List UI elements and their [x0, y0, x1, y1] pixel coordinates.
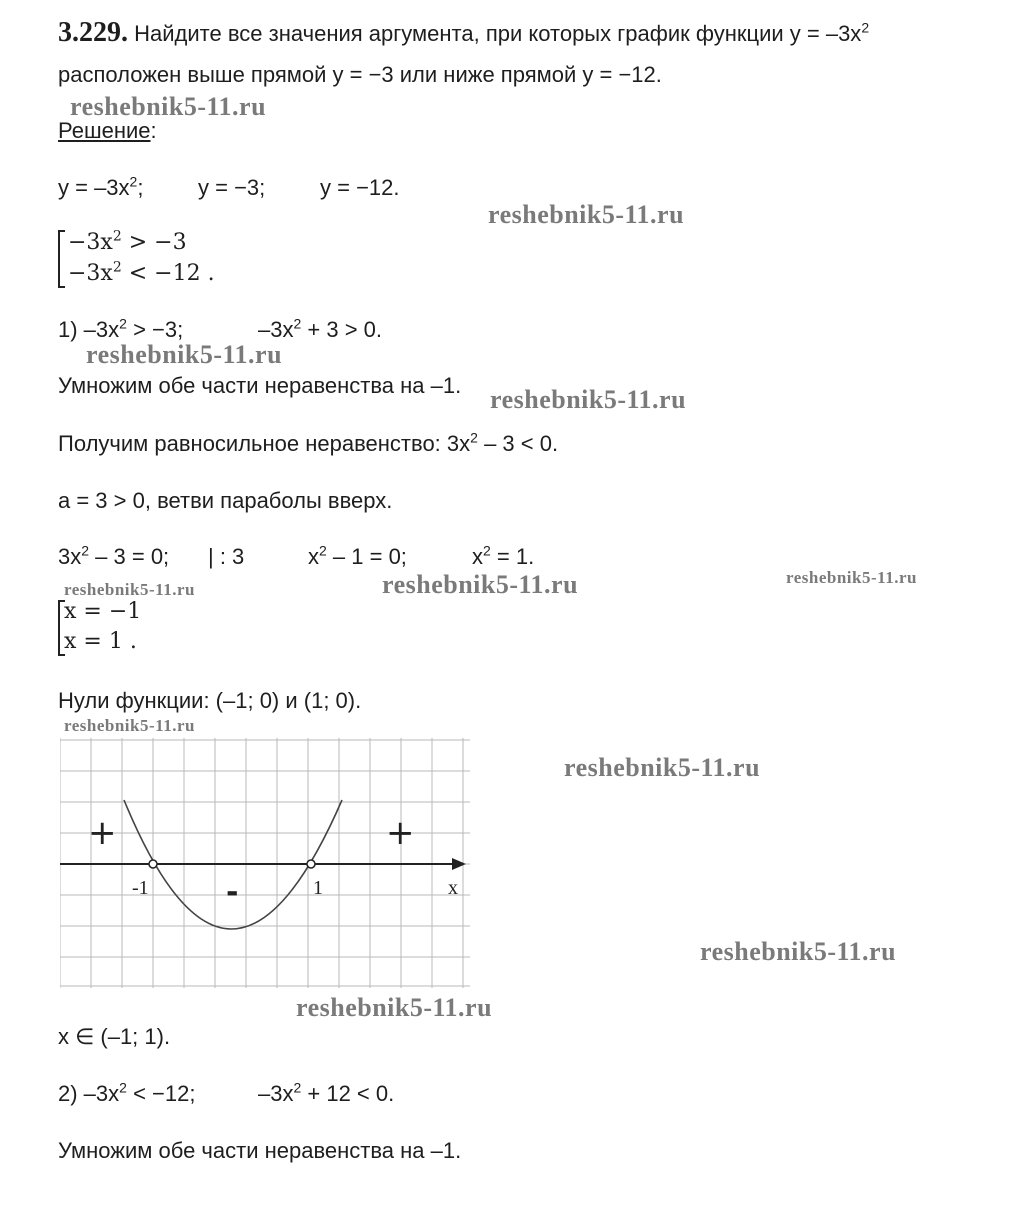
problem-text-line1: Найдите все значения аргумента, при которых график функции y = –3x — [134, 21, 862, 46]
step2-inequality — [58, 1081, 195, 1107]
watermark: reshebnik5-11.ru — [564, 753, 761, 782]
superscript: 2 — [119, 1079, 127, 1096]
system1-row2 — [68, 259, 215, 289]
solution-label: Решение — [58, 118, 151, 143]
step2-a: 2) –3x — [58, 1081, 120, 1106]
tick-label-neg1: -1 — [132, 877, 149, 899]
branches-note: a = 3 > 0, ветви параболы вверх. — [58, 488, 393, 513]
system2-row2 — [64, 627, 137, 657]
system1-row1-lhs: −3x — [68, 230, 113, 255]
zero-point-neg1 — [149, 860, 157, 868]
watermark: reshebnik5-11.ru — [488, 200, 685, 229]
system2-row2-text: x = 1 — [64, 629, 123, 654]
axis-label-x: x — [448, 877, 458, 899]
step2-b: –3x — [258, 1081, 294, 1106]
roots-divide: | : 3 — [208, 544, 245, 569]
watermark: reshebnik5-11.ru — [64, 580, 195, 599]
step2-a-rest: < −12; — [126, 1081, 196, 1106]
function-3: y = −12. — [320, 175, 400, 200]
roots-eq2 — [308, 544, 407, 570]
superscript: 2 — [112, 228, 122, 245]
superscript: 2 — [119, 315, 127, 332]
multiply-note-2: Умножим обе части неравенства на –1. — [58, 1138, 462, 1163]
superscript: 2 — [470, 429, 478, 446]
parabola-graph — [60, 738, 470, 988]
step2-b-rest: + 12 < 0. — [301, 1081, 395, 1106]
function-zeros: Нули функции: (–1; 0) и (1; 0). — [58, 688, 362, 713]
solution-colon: : — [150, 118, 157, 143]
system1-row1-rhs: > −3 — [121, 230, 187, 255]
superscript: 2 — [293, 1079, 302, 1096]
step1-b: –3x — [258, 317, 294, 342]
f1-end: ; — [137, 175, 144, 200]
watermark: reshebnik5-11.ru — [490, 385, 687, 414]
plus-right: + — [386, 813, 415, 853]
roots-f: x — [472, 544, 483, 569]
step1-a-rest: > −3; — [126, 317, 184, 342]
system1-bracket — [58, 230, 65, 288]
watermark: reshebnik5-11.ru — [382, 570, 579, 599]
superscript: 2 — [129, 173, 138, 190]
roots-b: – 3 = 0; — [89, 544, 170, 569]
superscript: 2 — [319, 542, 327, 559]
system1-dot: . — [207, 261, 215, 286]
superscript: 2 — [112, 259, 122, 276]
equivalent-a: Получим равносильное неравенство: 3x — [58, 431, 471, 456]
superscript: 2 — [293, 315, 302, 332]
system2-dot: . — [129, 629, 137, 654]
watermark: reshebnik5-11.ru — [786, 568, 917, 587]
roots-eq3 — [472, 544, 534, 570]
problem-number: 3.229. — [58, 17, 128, 48]
system1-row2-lhs: −3x — [68, 261, 113, 286]
f1-text: y = –3x — [58, 175, 130, 200]
problem-statement-line1 — [58, 17, 870, 48]
roots-eq1 — [58, 544, 169, 570]
superscript: 2 — [483, 542, 491, 559]
equivalent-b: – 3 < 0. — [477, 431, 559, 456]
watermark: reshebnik5-11.ru — [700, 937, 897, 966]
function-1 — [58, 175, 143, 201]
watermark: reshebnik5-11.ru — [296, 993, 493, 1022]
zero-point-1 — [307, 860, 315, 868]
step1-a: 1) –3x — [58, 317, 120, 342]
minus-sign: - — [226, 875, 239, 910]
plus-left: + — [88, 813, 117, 853]
system1-row2-rhs: < −12 — [121, 261, 201, 286]
system1-row1 — [68, 228, 187, 258]
step1-b-rest: + 3 > 0. — [301, 317, 383, 342]
answer-1: x ∈ (–1; 1). — [58, 1024, 171, 1049]
roots-g: = 1. — [490, 544, 535, 569]
tick-label-1: 1 — [313, 877, 323, 899]
watermark: reshebnik5-11.ru — [64, 716, 195, 735]
roots-d: x — [308, 544, 319, 569]
superscript: 2 — [861, 19, 870, 36]
superscript: 2 — [81, 542, 90, 559]
step2-transformed — [258, 1081, 394, 1107]
watermark: reshebnik5-11.ru — [86, 340, 283, 369]
watermark: reshebnik5-11.ru — [70, 92, 267, 121]
multiply-note-1: Умножим обе части неравенства на –1. — [58, 373, 462, 398]
problem-text-line2: расположен выше прямой y = −3 или ниже прямой y = −12. — [58, 62, 662, 87]
function-2: y = −3; — [198, 175, 266, 200]
roots-a: 3x — [58, 544, 82, 569]
roots-e: – 1 = 0; — [326, 544, 407, 569]
equivalent-inequality — [58, 431, 558, 457]
system2-row1: x = −1 — [64, 599, 142, 624]
